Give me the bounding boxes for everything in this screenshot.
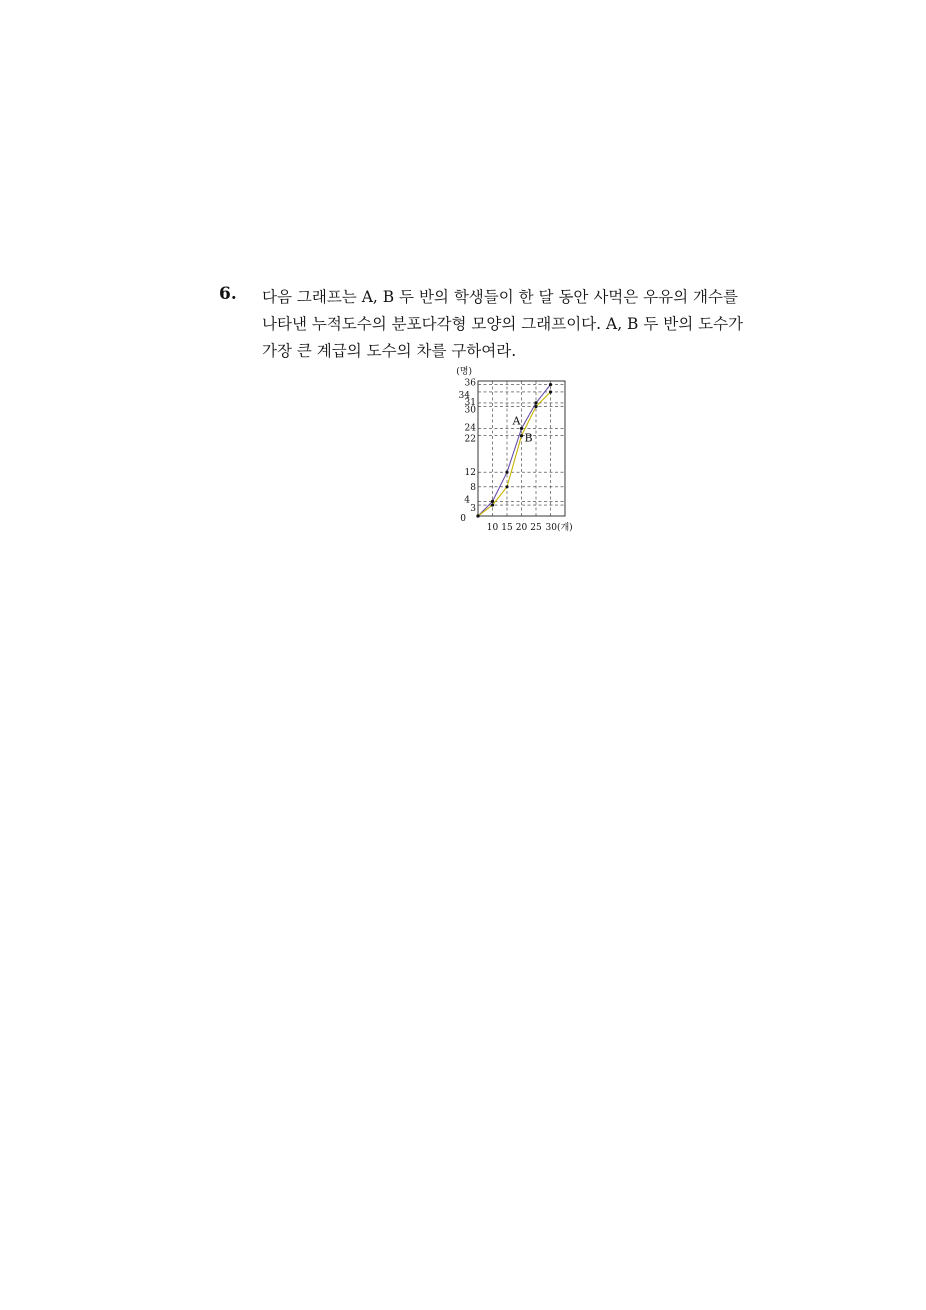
problem-text xyxy=(262,284,762,365)
x-tick-label: 30(개) xyxy=(545,523,573,533)
y-tick-label: 34 xyxy=(458,390,470,401)
data-point-b xyxy=(534,405,537,408)
data-point-b xyxy=(505,485,508,488)
y-tick-label: 30 xyxy=(464,405,476,416)
data-point-b xyxy=(476,514,479,517)
y-tick-label: 22 xyxy=(464,434,476,445)
data-point-a xyxy=(491,500,494,503)
series-line-b xyxy=(478,392,551,516)
x-tick-label: 25 xyxy=(530,523,542,533)
y-tick-label: 12 xyxy=(464,468,476,479)
x-tick-label: 10 xyxy=(486,523,499,533)
series-label-a: A xyxy=(512,414,521,428)
cumulative-frequency-chart xyxy=(420,362,595,542)
series-line-a xyxy=(478,385,551,516)
y-tick-label: 8 xyxy=(470,482,476,493)
x-tick-label: 15 xyxy=(501,523,513,533)
y-tick-label: 24 xyxy=(464,423,476,434)
origin-label: 0 xyxy=(460,514,466,524)
problem-line: 가장 큰 계급의 도수의 차를 구하여라. xyxy=(262,342,517,360)
y-tick-label: 3 xyxy=(470,504,476,515)
y-axis-label: (명) xyxy=(456,367,472,377)
data-point-a xyxy=(549,383,552,386)
problem-line: 다음 그래프는 A, B 두 반의 학생들이 한 달 동안 사먹은 우유의 개수를 xyxy=(262,288,738,306)
y-tick-label: 4 xyxy=(464,495,470,506)
y-tick-label: 36 xyxy=(464,378,476,389)
data-point-a xyxy=(505,471,508,474)
data-point-b xyxy=(491,503,494,506)
problem-number: 6. xyxy=(219,284,237,304)
problem-line: 나타낸 누적도수의 분포다각형 모양의 그래프이다. A, B 두 반의 도수가 xyxy=(262,315,744,333)
x-tick-label: 20 xyxy=(515,523,528,533)
data-point-b xyxy=(549,390,552,393)
data-point-a xyxy=(534,401,537,404)
series-label-b: B xyxy=(524,431,533,445)
data-point-b xyxy=(520,434,523,437)
y-tick-label: 31 xyxy=(464,397,476,408)
